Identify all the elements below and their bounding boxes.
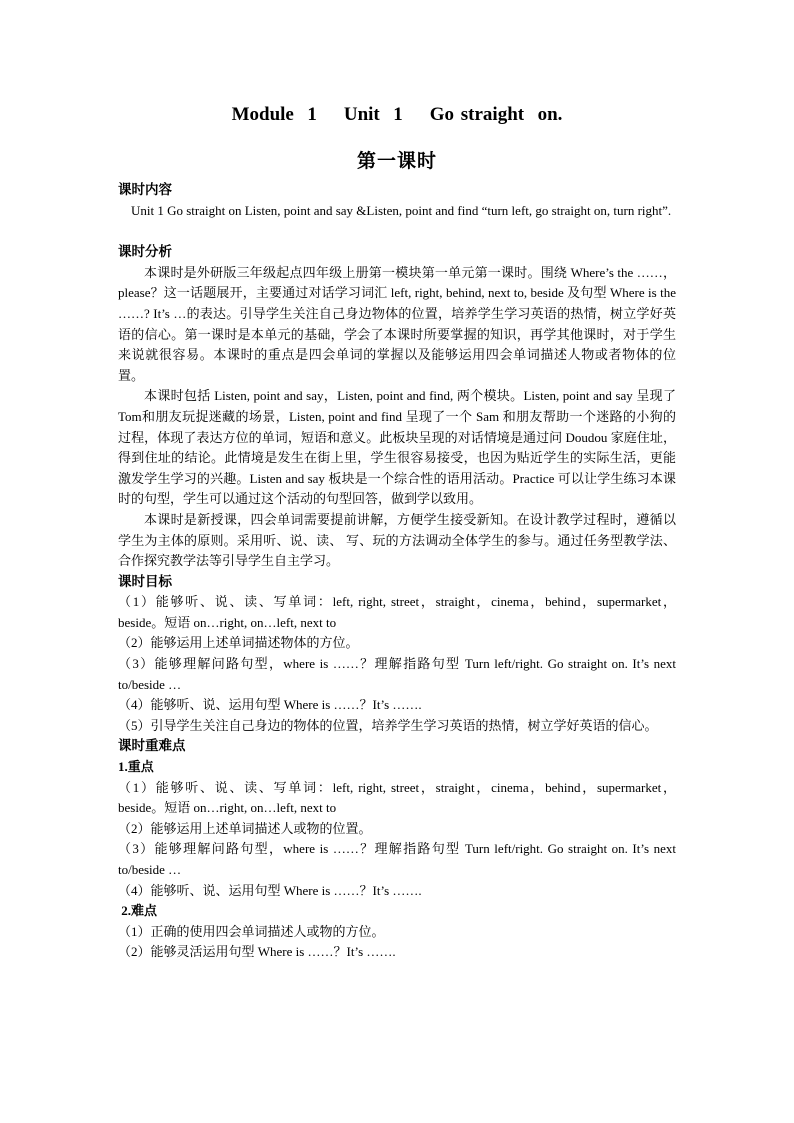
page-subtitle: 第一课时 bbox=[356, 151, 437, 172]
difficult-heading: 2.难点 bbox=[118, 903, 158, 919]
important-item: （4）能够听、说、运用句型 Where is ……？It’s ……. bbox=[118, 882, 422, 898]
objective-item: （5）引导学生关注自己身边的物体的位置，培养学生学习英语的热情，树立学好英语的信心。 bbox=[118, 717, 658, 733]
analysis-paragraph-3: 本课时是新授课，四会单词需要提前讲解，方便学生接受新知。在设计教学过程时，遵循以学生为主体的原则。采用听、说、读、 写、玩的方法调动全体学生的参与。通过任务型教学法、合作探究教学法等引导学生自主学习。 bbox=[118, 511, 676, 569]
important-item: （1）能够听、说、读、写单词：left, right, street，straight，cinema，behind，supermarket，beside。短语 on…right, on…left, next to bbox=[118, 779, 676, 816]
difficult-item: （2）能够灵活运用句型 Where is ……？It’s ……. bbox=[118, 944, 396, 960]
page-title: Module 1 Unit 1 Go straight on. bbox=[231, 104, 563, 125]
important-item: （3）能够理解问路句型，where is ……？理解指路句型 Turn left/right. Go straight on. It’s next to/beside … bbox=[118, 841, 676, 877]
important-heading: 1.重点 bbox=[118, 759, 154, 775]
difficult-item: （1）正确的使用四会单词描述人或物的方位。 bbox=[118, 923, 385, 939]
analysis-paragraph-2: 本课时包括 Listen, point and say，Listen, point and find, 两个模块。Listen, point and say 呈现了 Tom和朋友玩捉迷藏的场景，Listen, point and find 呈现了一个 Sam 和朋友帮助一个迷路的小狗的过程，体现了表达方位的单词，短语和意义。此板块呈现的对话情境是通过问 Doudou 家庭住址，得到住址的结论。此情境是发生在街上里，学生很容易接受，也因为贴近学生的实际生活，更能激发学生学习的兴趣。Listen and say 板块是一个综合性的语用活动。Practice 可以让学生练习本课时的句型，学生可以通过这个活动的句型回答，做到学以致用。 bbox=[118, 388, 676, 507]
important-item: （2）能够运用上述单词描述人或物的位置。 bbox=[118, 820, 372, 836]
objective-item: （3）能够理解问路句型，where is ……？理解指路句型 Turn left/right. Go straight on. It’s next to/beside … bbox=[118, 656, 676, 692]
section-heading-analysis: 课时分析 bbox=[118, 244, 172, 260]
analysis-paragraph-1: 本课时是外研版三年级起点四年级上册第一模块第一单元第一课时。围绕 Where’s the ……，please？这一话题展开，主要通过对话学习词汇 left, right, behind, next to, beside 及句型 Where is the ……? It’s …的表达。引导学生关注自己身边物体的位置，培养学生学习英语的热情，树立学好英语的信心。第一课时是本单元的基础，学会了本课时所要掌握的知识，再学其他课时，对于学生来说就很容易。本课时的重点是四会单词的掌握以及能够运用四会单词描述人物或者物体的位置。 bbox=[118, 264, 676, 383]
section-heading-content: 课时内容 bbox=[118, 182, 172, 197]
spacer bbox=[118, 221, 676, 242]
objective-item: （2）能够运用上述单词描述物体的方位。 bbox=[118, 635, 359, 651]
objective-item: （4）能够听、说、运用句型 Where is ……？It’s ……. bbox=[118, 697, 422, 713]
section-heading-keypoints: 课时重难点 bbox=[118, 738, 186, 754]
section-heading-objectives: 课时目标 bbox=[118, 573, 172, 589]
objective-item: （1）能够听、说、读、写单词：left, right, street，straight，cinema，behind，supermarket，beside。短语 on…right, on…left, next to bbox=[118, 594, 676, 630]
content-text: Unit 1 Go straight on Listen, point and say &Listen, point and find “turn left, go straight on, turn right”. bbox=[131, 202, 672, 218]
document-body bbox=[118, 180, 676, 963]
